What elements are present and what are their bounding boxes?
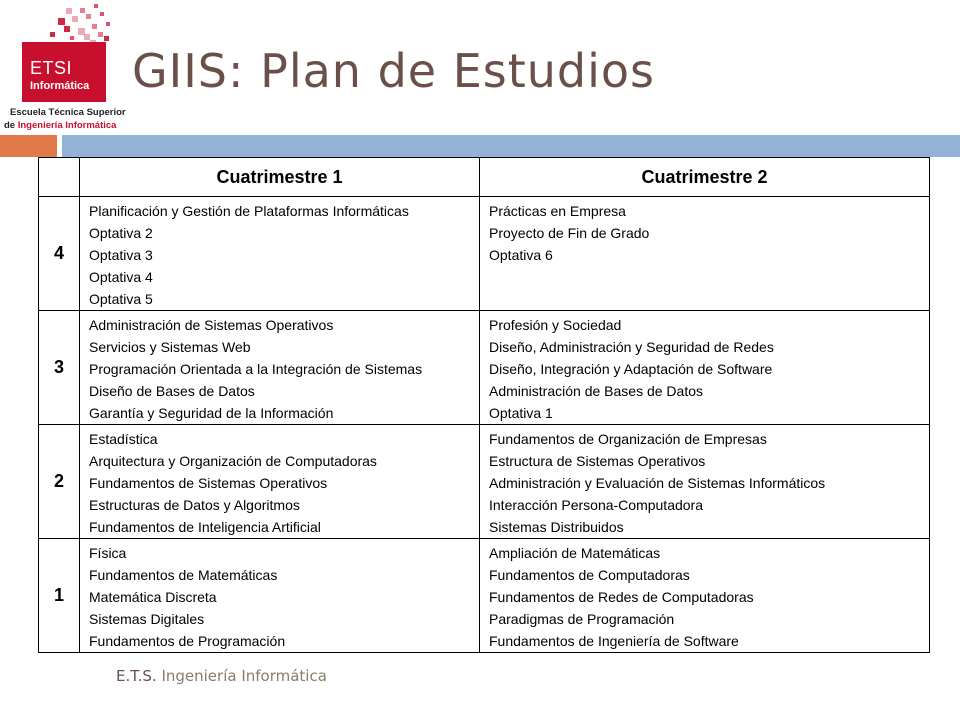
footer-rest: Ingeniería Informática [156, 667, 327, 685]
subject-item: Fundamentos de Ingeniería de Software [489, 633, 739, 649]
cuatrimestre-1-cell [80, 311, 480, 425]
subject-item: Optativa 3 [89, 247, 153, 263]
header-empty [39, 158, 80, 197]
cuatrimestre-1-cell [80, 539, 480, 653]
logo-pixel [66, 8, 72, 14]
subject-item: Optativa 6 [489, 247, 553, 263]
subject-item: Profesión y Sociedad [489, 317, 622, 333]
logo-pixel [70, 36, 74, 40]
subject-item: Sistemas Distribuidos [489, 519, 624, 535]
year-cell: 4 [39, 197, 80, 311]
year-cell: 1 [39, 539, 80, 653]
year-cell: 2 [39, 425, 80, 539]
study-plan-table [38, 157, 930, 653]
logo-subtitle-2-highlight: Ingeniería Informática [17, 120, 117, 131]
logo-pixel [104, 36, 109, 41]
subject-item: Estructuras de Datos y Algoritmos [89, 497, 300, 513]
page-title: GIIS: Plan de Estudios [132, 44, 656, 98]
subject-item: Física [89, 545, 127, 561]
cuatrimestre-2-cell [480, 197, 930, 311]
subject-item: Diseño de Bases de Datos [89, 383, 255, 399]
subject-item: Administración de Bases de Datos [489, 383, 703, 399]
subject-item: Garantía y Seguridad de la Información [89, 405, 334, 421]
logo-pixel [58, 18, 65, 25]
logo-text-etsi: ETSI [30, 58, 73, 78]
decorative-bar-blue [62, 135, 960, 157]
subject-item: Estadística [89, 431, 158, 447]
subject-item: Ampliación de Matemáticas [489, 545, 661, 561]
subject-item: Prácticas en Empresa [489, 203, 626, 219]
logo-pixel [86, 14, 91, 19]
etsi-logo [0, 0, 135, 135]
cuatrimestre-2-cell [480, 425, 930, 539]
subject-item: Estructura de Sistemas Operativos [489, 453, 706, 469]
subject-item: Servicios y Sistemas Web [89, 339, 251, 355]
subject-item: Matemática Discreta [89, 589, 217, 605]
logo-pixel [94, 4, 98, 8]
subject-item: Fundamentos de Programación [89, 633, 286, 649]
logo-pixel [50, 32, 55, 37]
subject-item: Diseño, Administración y Seguridad de Redes [489, 339, 774, 355]
subject-item: Sistemas Digitales [89, 611, 205, 627]
subject-item: Administración de Sistemas Operativos [89, 317, 334, 333]
table-row [39, 539, 930, 653]
subject-item: Fundamentos de Inteligencia Artificial [89, 519, 321, 535]
logo-pixel [92, 24, 97, 29]
logo-subtitle-1: Escuela Técnica Superior [10, 107, 126, 118]
subject-item: Paradigmas de Programación [489, 611, 675, 627]
subject-item: Optativa 2 [89, 225, 153, 241]
logo-pixel [106, 22, 110, 26]
subject-item: Optativa 1 [489, 405, 553, 421]
subject-item: Proyecto de Fin de Grado [489, 225, 650, 241]
subject-item: Programación Orientada a la Integración de Sistemas [89, 361, 423, 377]
logo-subtitle-2-prefix: de [4, 120, 18, 131]
footer [116, 667, 327, 685]
logo-pixel [72, 16, 78, 22]
subject-item: Arquitectura y Organización de Computadoras [89, 453, 377, 469]
logo-pixel [80, 8, 85, 13]
subject-item: Fundamentos de Redes de Computadoras [489, 589, 754, 605]
table-header-row [39, 158, 930, 197]
footer-prefix: E.T.S. [116, 667, 157, 685]
header-cuatrimestre-2: Cuatrimestre 2 [480, 158, 930, 197]
subject-item: Fundamentos de Matemáticas [89, 567, 278, 583]
subject-item: Optativa 5 [89, 291, 153, 307]
cuatrimestre-1-cell [80, 197, 480, 311]
cuatrimestre-2-cell [480, 311, 930, 425]
logo-pixel [90, 40, 96, 46]
decorative-bar-orange [0, 135, 57, 157]
subject-item: Fundamentos de Sistemas Operativos [89, 475, 328, 491]
table-row [39, 197, 930, 311]
logo-text-informatica: Informática [30, 80, 90, 92]
year-cell: 3 [39, 311, 80, 425]
logo-pixel [64, 26, 70, 32]
logo-pixel [98, 32, 103, 37]
cuatrimestre-2-cell [480, 539, 930, 653]
subject-item: Fundamentos de Organización de Empresas [489, 431, 767, 447]
subject-item: Administración y Evaluación de Sistemas Informáticos [489, 475, 826, 491]
table-row [39, 425, 930, 539]
table-body [39, 197, 930, 653]
subject-item: Fundamentos de Computadoras [489, 567, 690, 583]
subject-item: Optativa 4 [89, 269, 153, 285]
table-row [39, 311, 930, 425]
header-cuatrimestre-1: Cuatrimestre 1 [80, 158, 480, 197]
logo-red-block [22, 42, 106, 102]
logo-pixel [100, 12, 104, 16]
subject-item: Diseño, Integración y Adaptación de Software [489, 361, 773, 377]
cuatrimestre-1-cell [80, 425, 480, 539]
subject-item: Interacción Persona-Computadora [489, 497, 704, 513]
subject-item: Planificación y Gestión de Plataformas Informáticas [89, 203, 409, 219]
logo-subtitle-2 [4, 120, 116, 131]
